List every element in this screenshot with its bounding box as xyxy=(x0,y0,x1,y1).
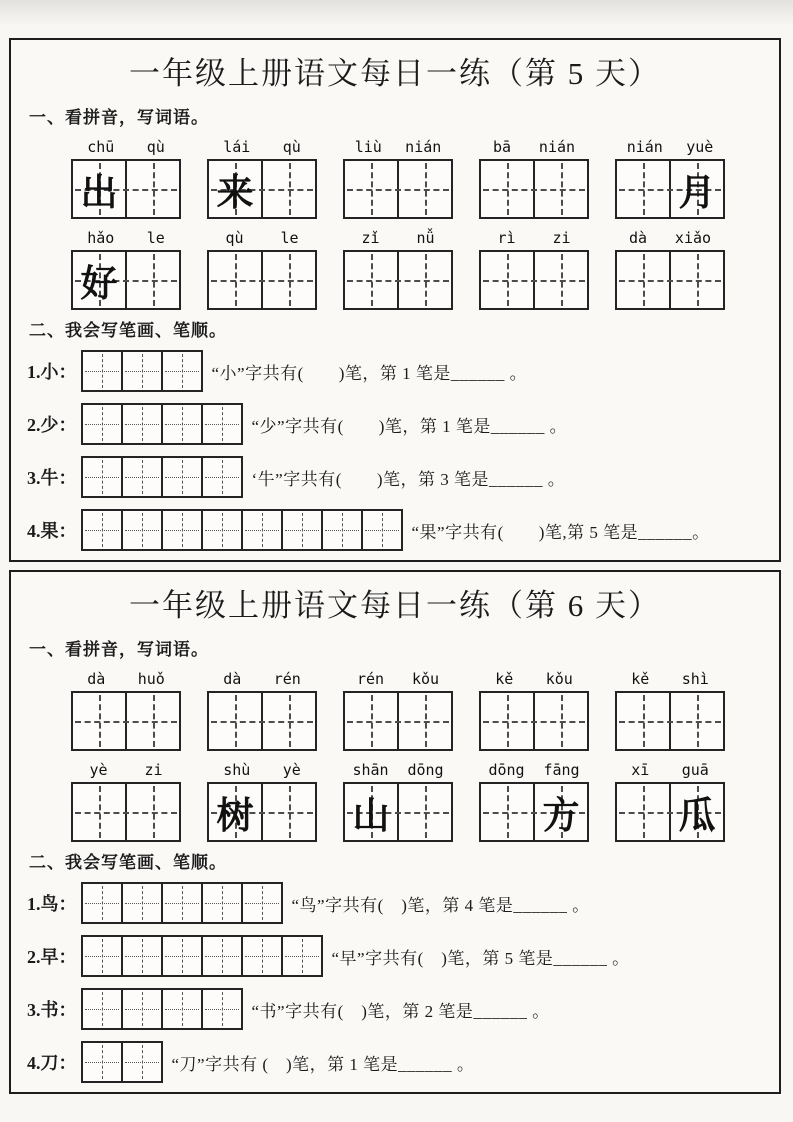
guide-line-horizontal xyxy=(483,189,585,191)
stroke-box-empty[interactable] xyxy=(241,935,283,977)
stroke-box-empty[interactable] xyxy=(201,456,243,498)
stroke-box-empty[interactable] xyxy=(81,882,123,924)
character-glyph: 树 xyxy=(216,793,254,837)
guide-line-horizontal xyxy=(245,956,279,957)
character-cell-filled xyxy=(669,161,723,217)
guide-line-horizontal xyxy=(211,280,313,282)
pinyin-labels xyxy=(615,229,725,247)
character-writing-box xyxy=(71,250,181,310)
pinyin-label: xī xyxy=(631,761,650,779)
pinyin-label: dà xyxy=(628,229,648,247)
guide-line-horizontal xyxy=(125,956,159,957)
pinyin-label: shān xyxy=(352,761,389,779)
stroke-box-empty[interactable] xyxy=(161,988,203,1030)
character-writing-box xyxy=(71,691,181,751)
stroke-item-label: 3.牛： xyxy=(27,468,77,488)
stroke-item xyxy=(27,454,779,500)
guide-line-horizontal xyxy=(205,956,239,957)
pinyin-word xyxy=(343,761,453,842)
stroke-item-label: 4.刀： xyxy=(27,1053,77,1073)
guide-line-horizontal xyxy=(245,530,279,531)
stroke-box-empty[interactable] xyxy=(201,509,243,551)
pinyin-label: yè xyxy=(282,761,301,779)
pinyin-labels xyxy=(615,138,725,156)
pinyin-word xyxy=(207,138,317,219)
stroke-box-empty[interactable] xyxy=(81,988,123,1030)
pinyin-label: fāng xyxy=(543,761,580,779)
stroke-question: “鸟”字共有( )笔，第 4 笔是______ 。 xyxy=(291,895,590,915)
stroke-box-empty[interactable] xyxy=(241,882,283,924)
stroke-box-empty[interactable] xyxy=(81,456,123,498)
stroke-item-label: 3.书： xyxy=(27,1000,77,1020)
pinyin-label: yuè xyxy=(686,138,714,156)
guide-line-horizontal xyxy=(125,477,159,478)
pinyin-label: kǒu xyxy=(545,670,573,688)
pinyin-word xyxy=(71,138,181,219)
pinyin-word xyxy=(479,138,589,219)
pinyin-label: qù xyxy=(146,138,165,156)
pinyin-label: rì xyxy=(497,229,516,247)
guide-line-horizontal xyxy=(619,280,721,282)
stroke-box-empty[interactable] xyxy=(121,935,163,977)
pinyin-label: rén xyxy=(356,670,385,688)
character-writing-box xyxy=(71,159,181,219)
pinyin-label: nǚ xyxy=(416,229,435,247)
stroke-box-empty[interactable] xyxy=(361,509,403,551)
stroke-practice-boxes xyxy=(81,509,403,551)
section-title: 一年级上册语文每日一练（第 6 天） xyxy=(129,588,661,623)
guide-line-horizontal xyxy=(85,477,119,478)
pinyin-labels xyxy=(615,761,725,779)
stroke-practice-boxes xyxy=(81,350,203,392)
guide-line-horizontal xyxy=(85,903,119,904)
guide-line-horizontal xyxy=(125,424,159,425)
character-writing-box xyxy=(343,691,453,751)
stroke-box-empty[interactable] xyxy=(121,1041,163,1083)
guide-line-horizontal xyxy=(347,280,449,282)
character-glyph: 瓜 xyxy=(678,793,716,837)
guide-line-horizontal xyxy=(365,530,399,531)
pinyin-labels xyxy=(207,138,317,156)
part2-heading: 二、我会写笔画、笔顺。 xyxy=(29,853,227,872)
pinyin-label: rén xyxy=(273,670,301,688)
character-writing-box xyxy=(207,250,317,310)
stroke-item xyxy=(27,401,779,447)
guide-line-horizontal xyxy=(325,530,359,531)
stroke-box-empty[interactable] xyxy=(281,935,323,977)
character-writing-box xyxy=(615,250,725,310)
pinyin-label: le xyxy=(280,229,299,247)
character-writing-box xyxy=(479,691,589,751)
stroke-item-label: 1.鸟： xyxy=(27,894,77,914)
stroke-box-empty[interactable] xyxy=(121,456,163,498)
stroke-box-empty[interactable] xyxy=(81,509,123,551)
character-cell-filled xyxy=(73,161,125,217)
character-cell-filled xyxy=(345,784,397,840)
part1-heading: 一、看拼音，写词语。 xyxy=(29,108,209,127)
stroke-box-empty[interactable] xyxy=(161,935,203,977)
stroke-box-empty[interactable] xyxy=(161,350,203,392)
guide-line-horizontal xyxy=(483,721,585,723)
stroke-box-empty[interactable] xyxy=(161,456,203,498)
stroke-box-empty[interactable] xyxy=(121,350,163,392)
character-glyph: 方 xyxy=(542,793,580,837)
guide-line-horizontal xyxy=(211,721,313,723)
stroke-practice-boxes xyxy=(81,456,243,498)
pinyin-word xyxy=(71,670,181,751)
pinyin-labels xyxy=(479,138,589,156)
section-title: 一年级上册语文每日一练（第 5 天） xyxy=(129,56,661,91)
part1-heading: 一、看拼音，写词语。 xyxy=(29,640,209,659)
pinyin-labels xyxy=(71,229,181,247)
pinyin-word-row xyxy=(71,138,779,219)
guide-line-horizontal xyxy=(205,477,239,478)
pinyin-label: xiǎo xyxy=(674,229,712,247)
stroke-item-label: 4.果： xyxy=(27,521,77,541)
character-glyph: 山 xyxy=(352,793,390,837)
pinyin-word xyxy=(479,761,589,842)
pinyin-labels xyxy=(479,761,589,779)
worksheet-section-day6 xyxy=(9,570,781,1094)
pinyin-label: nián xyxy=(405,138,442,156)
character-writing-box xyxy=(207,691,317,751)
stroke-box-empty[interactable] xyxy=(161,403,203,445)
pinyin-word xyxy=(479,229,589,310)
pinyin-label: kě xyxy=(631,670,650,688)
guide-line-horizontal xyxy=(347,721,449,723)
stroke-question: “果”字共有( )笔,第 5 笔是______。 xyxy=(411,522,710,542)
pinyin-word xyxy=(71,229,181,310)
stroke-box-empty[interactable] xyxy=(201,882,243,924)
pinyin-label: nián xyxy=(538,138,576,156)
pinyin-label: zǐ xyxy=(361,229,380,247)
pinyin-word xyxy=(479,670,589,751)
pinyin-labels xyxy=(343,229,453,247)
stroke-box-empty[interactable] xyxy=(81,350,123,392)
character-cell-filled xyxy=(209,161,261,217)
guide-line-horizontal xyxy=(75,812,177,814)
stroke-practice-boxes xyxy=(81,935,323,977)
pinyin-word xyxy=(343,138,453,219)
stroke-box-empty[interactable] xyxy=(121,988,163,1030)
stroke-practice-boxes xyxy=(81,882,283,924)
pinyin-label: guā xyxy=(681,761,709,779)
stroke-item-label: 1.小： xyxy=(27,362,77,382)
stroke-question: “早”字共有( )笔，第 5 笔是______ 。 xyxy=(331,948,630,968)
pinyin-label: chū xyxy=(87,138,115,156)
stroke-practice-boxes xyxy=(81,403,243,445)
guide-line-horizontal xyxy=(245,903,279,904)
pinyin-word xyxy=(207,761,317,842)
guide-line-horizontal xyxy=(285,956,319,957)
pinyin-labels xyxy=(71,670,181,688)
character-glyph: 来 xyxy=(216,170,254,214)
guide-line-horizontal xyxy=(165,371,199,372)
pinyin-word xyxy=(71,761,181,842)
stroke-item xyxy=(27,507,779,553)
worksheet-section-day5 xyxy=(9,38,781,562)
stroke-item xyxy=(27,348,779,394)
pinyin-label: zi xyxy=(144,761,163,779)
pinyin-word xyxy=(615,761,725,842)
pinyin-label: bā xyxy=(492,138,512,156)
pinyin-label: liù xyxy=(354,138,382,156)
character-writing-box xyxy=(615,782,725,842)
pinyin-label: kǒu xyxy=(411,670,440,688)
character-writing-box xyxy=(207,159,317,219)
stroke-question: “刀”字共有 ( )笔，第 1 笔是______ 。 xyxy=(171,1054,475,1074)
guide-line-horizontal xyxy=(165,424,199,425)
pinyin-word-row xyxy=(71,229,779,310)
stroke-practice-boxes xyxy=(81,988,243,1030)
guide-line-horizontal xyxy=(125,371,159,372)
guide-line-horizontal xyxy=(165,1009,199,1010)
character-writing-box xyxy=(207,782,317,842)
guide-line-horizontal xyxy=(619,721,721,723)
guide-line-horizontal xyxy=(165,956,199,957)
stroke-question: “少”字共有( )笔，第 1 笔是______ 。 xyxy=(251,416,568,436)
character-writing-box xyxy=(479,782,589,842)
pinyin-label: dà xyxy=(223,670,242,688)
character-writing-box xyxy=(479,159,589,219)
pinyin-label: nián xyxy=(626,138,663,156)
guide-line-horizontal xyxy=(205,1009,239,1010)
stroke-item xyxy=(27,1039,779,1085)
guide-line-horizontal xyxy=(205,530,239,531)
pinyin-labels xyxy=(71,761,181,779)
stroke-item-label: 2.早： xyxy=(27,947,77,967)
pinyin-label: qù xyxy=(282,138,301,156)
worksheet-sections xyxy=(0,38,793,1094)
pinyin-labels xyxy=(343,761,453,779)
pinyin-label: hǎo xyxy=(87,229,115,247)
pinyin-label: dōng xyxy=(407,761,444,779)
pinyin-word xyxy=(207,670,317,751)
pinyin-label: kě xyxy=(495,670,514,688)
pinyin-label: dà xyxy=(87,670,106,688)
stroke-box-empty[interactable] xyxy=(121,403,163,445)
pinyin-word-row xyxy=(71,761,779,842)
guide-line-horizontal xyxy=(347,189,449,191)
pinyin-labels xyxy=(615,670,725,688)
character-writing-box xyxy=(71,782,181,842)
pinyin-labels xyxy=(207,229,317,247)
stroke-practice-boxes xyxy=(81,1041,163,1083)
pinyin-label: zi xyxy=(552,229,571,247)
character-cell-filled xyxy=(209,784,261,840)
guide-line-horizontal xyxy=(285,530,319,531)
guide-line-horizontal xyxy=(165,903,199,904)
guide-line-horizontal xyxy=(205,903,239,904)
pinyin-labels xyxy=(343,138,453,156)
character-glyph: 好 xyxy=(80,261,118,305)
pinyin-label: qù xyxy=(225,229,244,247)
stroke-box-empty[interactable] xyxy=(161,509,203,551)
character-writing-box xyxy=(343,782,453,842)
stroke-box-empty[interactable] xyxy=(281,509,323,551)
character-cell-filled xyxy=(73,252,125,308)
pinyin-label: yè xyxy=(89,761,108,779)
guide-line-horizontal xyxy=(125,903,159,904)
stroke-box-empty[interactable] xyxy=(121,509,163,551)
pinyin-word xyxy=(207,229,317,310)
stroke-item xyxy=(27,880,779,926)
pinyin-label: dōng xyxy=(488,761,525,779)
stroke-item xyxy=(27,933,779,979)
pinyin-labels xyxy=(479,670,589,688)
part2-heading: 二、我会写笔画、笔顺。 xyxy=(29,321,227,340)
stroke-box-empty[interactable] xyxy=(201,403,243,445)
character-writing-box xyxy=(343,250,453,310)
character-writing-box xyxy=(615,159,725,219)
pinyin-labels xyxy=(343,670,453,688)
guide-line-horizontal xyxy=(85,956,119,957)
guide-line-horizontal xyxy=(483,280,585,282)
pinyin-word xyxy=(615,229,725,310)
guide-line-horizontal xyxy=(165,530,199,531)
stroke-box-empty[interactable] xyxy=(81,935,123,977)
guide-line-horizontal xyxy=(85,530,119,531)
stroke-box-empty[interactable] xyxy=(321,509,363,551)
pinyin-word xyxy=(343,229,453,310)
stroke-question: ‘牛”字共有( )笔，第 3 笔是______ 。 xyxy=(251,469,566,489)
pinyin-label: le xyxy=(146,229,165,247)
guide-line-horizontal xyxy=(125,1062,159,1063)
pinyin-labels xyxy=(479,229,589,247)
pinyin-word xyxy=(615,670,725,751)
guide-line-horizontal xyxy=(165,477,199,478)
stroke-box-empty[interactable] xyxy=(201,935,243,977)
stroke-item xyxy=(27,986,779,1032)
stroke-box-empty[interactable] xyxy=(241,509,283,551)
guide-line-horizontal xyxy=(85,1009,119,1010)
stroke-box-empty[interactable] xyxy=(161,882,203,924)
pinyin-labels xyxy=(207,670,317,688)
character-writing-box xyxy=(343,159,453,219)
pinyin-label: shù xyxy=(223,761,251,779)
stroke-box-empty[interactable] xyxy=(81,403,123,445)
stroke-question: “小”字共有( )笔，第 1 笔是______ 。 xyxy=(211,363,528,383)
character-writing-box xyxy=(615,691,725,751)
pinyin-label: lái xyxy=(223,138,251,156)
guide-line-horizontal xyxy=(125,1009,159,1010)
pinyin-word xyxy=(615,138,725,219)
pinyin-labels xyxy=(71,138,181,156)
stroke-box-empty[interactable] xyxy=(121,882,163,924)
character-cell-filled xyxy=(533,784,587,840)
pinyin-label: shì xyxy=(681,670,709,688)
guide-line-horizontal xyxy=(85,1062,119,1063)
pinyin-word xyxy=(343,670,453,751)
pinyin-word-row xyxy=(71,670,779,751)
guide-line-horizontal xyxy=(85,371,119,372)
stroke-question: “书”字共有( )笔，第 2 笔是______ 。 xyxy=(251,1001,550,1021)
guide-line-horizontal xyxy=(125,530,159,531)
character-glyph: 月 xyxy=(678,170,716,214)
character-glyph: 出 xyxy=(80,170,118,214)
stroke-item-label: 2.少： xyxy=(27,415,77,435)
stroke-box-empty[interactable] xyxy=(81,1041,123,1083)
character-cell-filled xyxy=(669,784,723,840)
guide-line-horizontal xyxy=(85,424,119,425)
pinyin-labels xyxy=(207,761,317,779)
character-writing-box xyxy=(479,250,589,310)
guide-line-horizontal xyxy=(205,424,239,425)
stroke-box-empty[interactable] xyxy=(201,988,243,1030)
pinyin-label: huǒ xyxy=(137,670,165,688)
guide-line-horizontal xyxy=(75,721,177,723)
